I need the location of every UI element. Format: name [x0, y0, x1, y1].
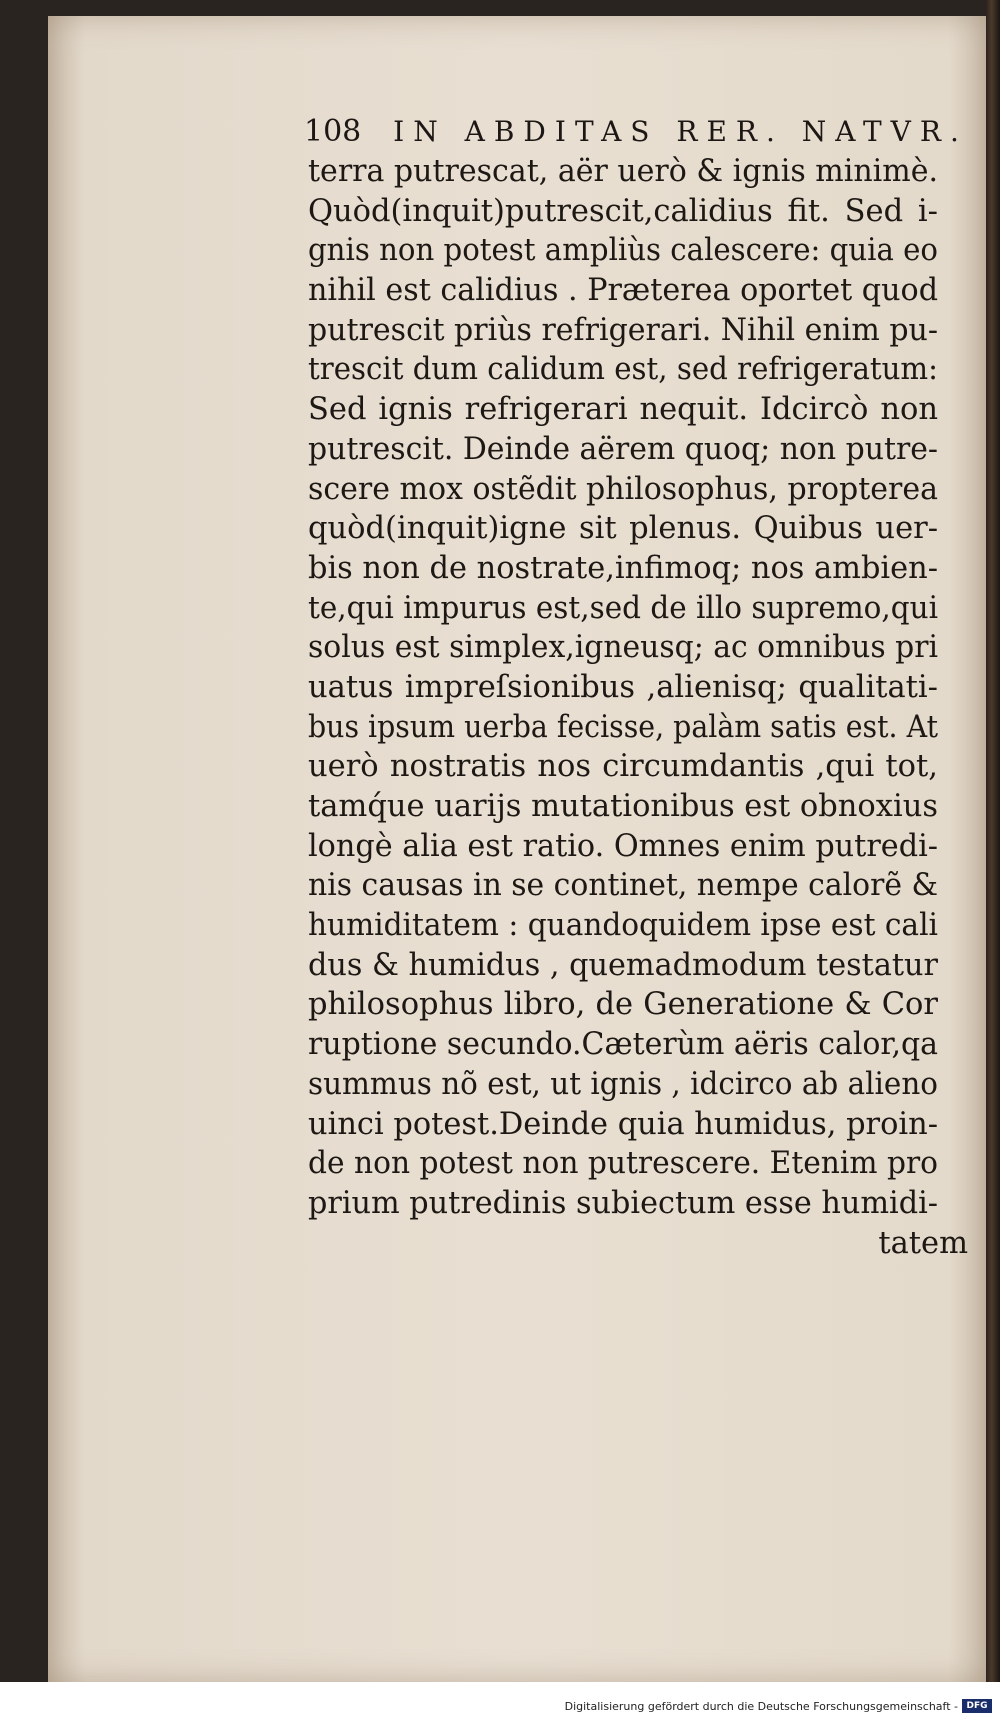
text-line: gnis non potest ampliùs calescere: quia eo: [308, 233, 938, 269]
text-line: putrescit priùs refrigerari. Nihil enim pu-: [308, 312, 938, 348]
catchword: tatem: [878, 1225, 968, 1261]
text-line: nihil est calidius . Præterea oportet quod: [308, 273, 938, 309]
text-line: ruptione secundo.Cæterùm aëris calor,qa: [308, 1027, 938, 1063]
text-line: bis non de nostrate,infimoq; nos ambien-: [308, 550, 938, 586]
text-line: philosophus libro, de Generatione & Cor: [308, 987, 938, 1023]
folio-number: 108: [304, 114, 362, 149]
text-line: nis causas in se continet, nempe calorẽ &: [308, 868, 938, 904]
text-line: humiditatem : quandoquidem ipse est cali: [308, 908, 938, 944]
text-line: de non potest non putrescere. Etenim pro: [308, 1146, 938, 1182]
text-line: summus nõ est, ut ignis , idcirco ab alieno: [308, 1066, 938, 1102]
text-line: quòd(inquit)igne sit plenus. Quibus uer-: [308, 511, 938, 547]
text-line: te,qui impurus est,sed de illo supremo,qui: [308, 590, 938, 626]
text-line: Sed ignis refrigerari nequit. Idcircò non: [308, 392, 938, 428]
binding-edge: [986, 0, 1000, 1720]
text-line: scere mox ostẽdit philosophus, propterea: [308, 471, 938, 507]
text-line: prium putredinis subiectum esse humidi-: [308, 1185, 938, 1221]
text-line: uerò nostratis nos circumdantis ,qui tot,: [308, 749, 938, 785]
text-line: dus & humidus , quemadmodum testatur: [308, 947, 938, 983]
text-line: Quòd(inquit)putrescit,calidius fit. Sed i-: [308, 193, 938, 229]
text-line: trescit dum calidum est, sed refrigeratum:: [308, 352, 938, 388]
text-line: uinci potest.Deinde quia humidus, proin-: [308, 1106, 938, 1142]
text-line: terra putrescat, aër uerò & ignis minimè.: [308, 154, 938, 189]
text-line: bus ipsum uerba fecisse, palàm satis est. At: [308, 709, 938, 745]
text-line: tamq́ue uarijs mutationibus est obnoxius: [308, 789, 938, 824]
page-header: [304, 114, 968, 154]
text-line: longè alia est ratio. Omnes enim putredi-: [308, 828, 938, 864]
text-line: putrescit. Deinde aërem quoq; non putre-: [308, 431, 938, 467]
body-text: [308, 152, 968, 1263]
dfg-logo-icon: DFG: [962, 1699, 992, 1713]
text-line: uatus impreſsionibus ,alienisq; qualitati-: [308, 669, 938, 705]
running-title: IN ABDITAS RER. NATVR.: [393, 115, 968, 148]
digitization-credit: Digitalisierung gefördert durch die Deutsche Forschungsgemeinschaft -: [564, 1700, 958, 1713]
text-line: solus est simplex,igneusq; ac omnibus pri: [308, 630, 938, 666]
